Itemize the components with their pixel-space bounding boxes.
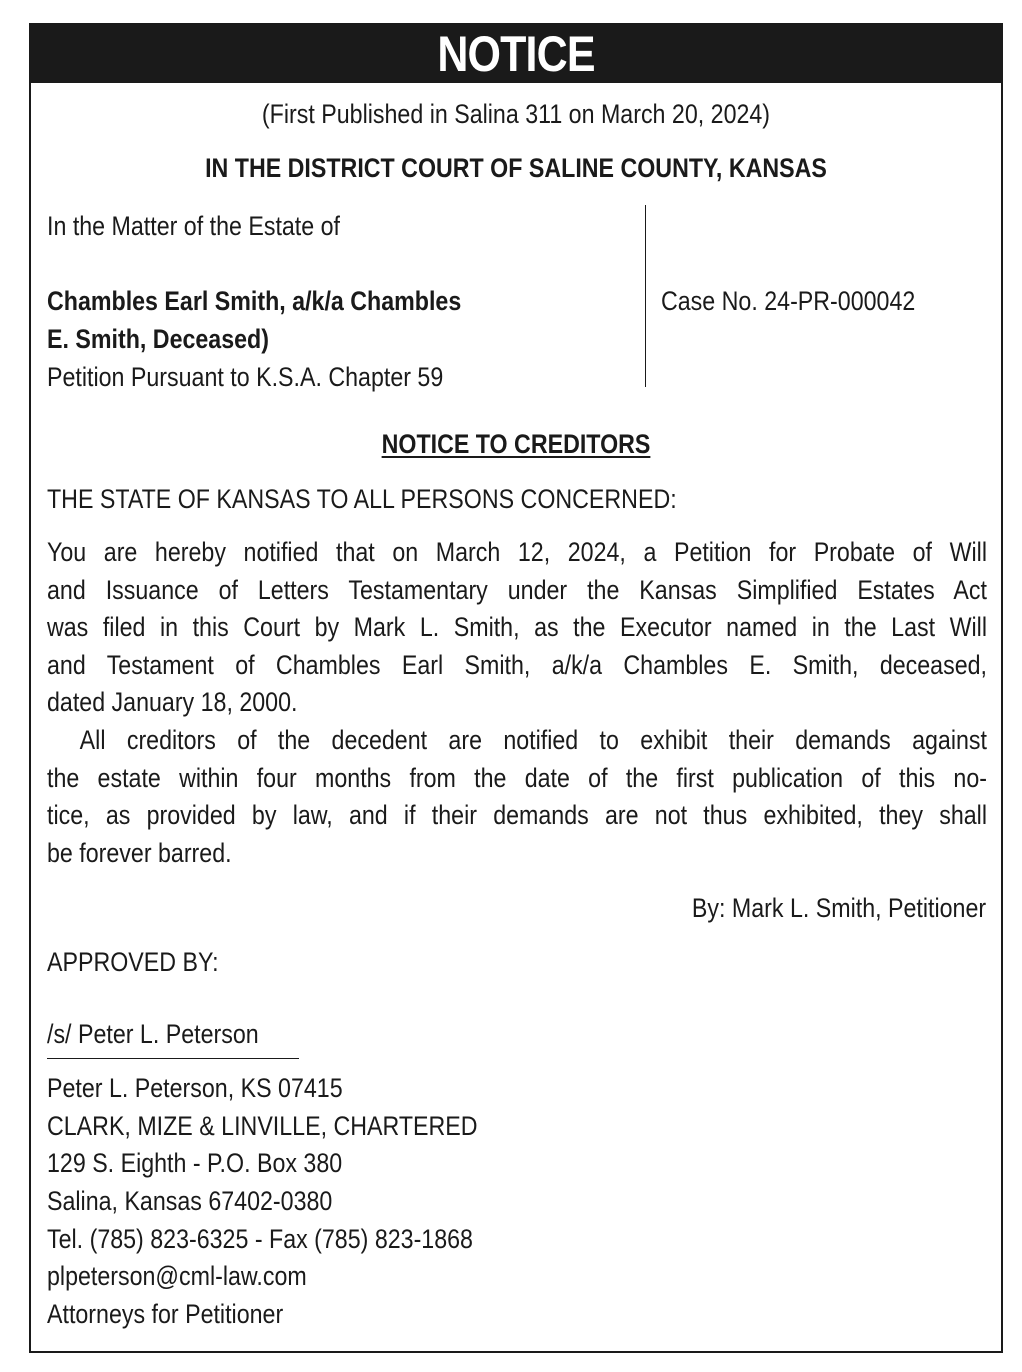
paragraph-line: the estate within four months from the date of the first publication of this no- bbox=[47, 762, 987, 793]
attorney-line: 129 S. Eighth - P.O. Box 380 bbox=[47, 1148, 343, 1178]
decedent-name-line2: E. Smith, Deceased) bbox=[47, 324, 269, 354]
publication-line: (First Published in Salina 311 on March 20, 2024) bbox=[261, 99, 771, 129]
signature-underline bbox=[47, 1058, 299, 1059]
notice-frame bbox=[29, 23, 1003, 1353]
matter-line: In the Matter of the Estate of bbox=[47, 211, 341, 241]
case-number: Case No. 24-PR-000042 bbox=[661, 286, 916, 316]
paragraph-line: You are hereby notified that on March 12, 2024, a Petition for Probate of Will bbox=[47, 537, 987, 567]
court-heading: IN THE DISTRICT COURT OF SALINE COUNTY, KANSAS bbox=[205, 153, 827, 183]
petitioner-signature-line: By: Mark L. Smith, Petitioner bbox=[691, 893, 986, 923]
paragraph-line: was filed in this Court by Mark L. Smith, as the Executor named in the Last Will bbox=[47, 612, 987, 642]
attorney-line: Peter L. Peterson, KS 07415 bbox=[47, 1073, 343, 1103]
paragraph-creditors bbox=[47, 722, 987, 872]
attorney-line: Tel. (785) 823-6325 - Fax (785) 823-1868 bbox=[47, 1224, 473, 1254]
paragraph-line: dated January 18, 2000. bbox=[47, 687, 298, 717]
paragraph-line: and Testament of Chambles Earl Smith, a/k/a Chambles E. Smith, deceased, bbox=[47, 649, 987, 680]
attorney-line: CLARK, MIZE & LINVILLE, CHARTERED bbox=[47, 1111, 478, 1141]
address-line: THE STATE OF KANSAS TO ALL PERSONS CONCERNED: bbox=[47, 484, 677, 514]
paragraph-line: tice, as provided by law, and if their demands are not thus exhibited, they shall bbox=[47, 800, 987, 830]
decedent-name-line1: Chambles Earl Smith, a/k/a Chambles bbox=[47, 286, 462, 316]
heading-text: NOTICE TO CREDITORS bbox=[381, 429, 651, 459]
attorney-line: Salina, Kansas 67402-0380 bbox=[47, 1186, 333, 1216]
petition-line: Petition Pursuant to K.S.A. Chapter 59 bbox=[47, 362, 444, 392]
paragraph-line: be forever barred. bbox=[47, 837, 232, 868]
notice-title: NOTICE bbox=[99, 25, 933, 83]
attorney-line: Attorneys for Petitioner bbox=[47, 1299, 284, 1329]
caption-divider bbox=[645, 205, 646, 387]
attorney-email: plpeterson@cml-law.com bbox=[47, 1261, 307, 1291]
notice-to-creditors-heading bbox=[99, 425, 933, 463]
paragraph-line: and Issuance of Letters Testamentary under the Kansas Simplified Estates Act bbox=[47, 574, 987, 605]
paragraph-petition bbox=[47, 534, 987, 722]
attorney-signature: /s/ Peter L. Peterson bbox=[47, 1019, 259, 1049]
approved-by-label: APPROVED BY: bbox=[47, 947, 219, 977]
paragraph-line: All creditors of the decedent are notified to exhibit their demands against bbox=[79, 725, 987, 755]
